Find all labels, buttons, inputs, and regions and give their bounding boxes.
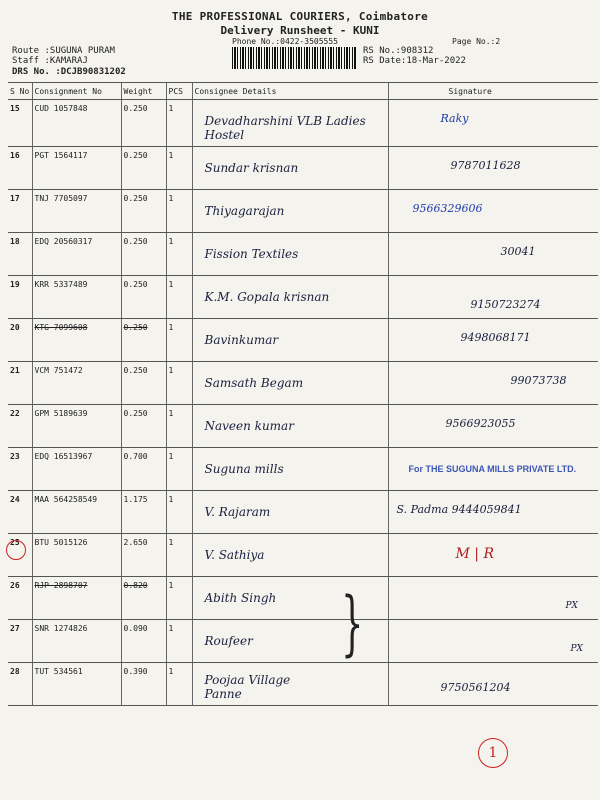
row-pcs: 1 xyxy=(166,491,192,534)
table-row xyxy=(8,405,598,448)
col-pcs: PCS xyxy=(166,83,192,100)
table-row xyxy=(8,276,598,319)
row-pcs: 1 xyxy=(166,577,192,620)
table-row xyxy=(8,319,598,362)
staff-field: Staff :KAMARAJ xyxy=(12,56,88,66)
row-weight: 0.250 xyxy=(121,190,166,233)
row-sno: 20 xyxy=(8,319,32,362)
runsheet-table xyxy=(8,82,598,706)
col-consignment: Consignment No xyxy=(32,83,121,100)
row-signature: M | R xyxy=(455,546,494,562)
company-stamp: For THE SUGUNA MILLS PRIVATE LTD. xyxy=(408,464,577,474)
row-weight: 0.250 xyxy=(121,233,166,276)
table-row xyxy=(8,362,598,405)
row-consignment: PGT 1564117 xyxy=(32,147,121,190)
row-consignee: Abith Singh xyxy=(204,591,277,605)
row-signature: 30041 xyxy=(500,245,536,258)
row-weight: 0.250 xyxy=(121,147,166,190)
row-weight: 2.650 xyxy=(121,534,166,577)
row-pcs: 1 xyxy=(166,147,192,190)
row-signature: S. Padma 9444059841 xyxy=(396,503,522,516)
row-25-circle-mark xyxy=(6,540,26,560)
row-pcs: 1 xyxy=(166,100,192,147)
row-signature: Raky xyxy=(440,112,469,125)
row-sno: 19 xyxy=(8,276,32,319)
row-sno: 18 xyxy=(8,233,32,276)
table-header-row xyxy=(8,83,598,100)
row-signature: 9750561204 xyxy=(440,681,511,694)
row-consignment: CUD 1057848 xyxy=(32,100,121,147)
row-pcs: 1 xyxy=(166,319,192,362)
row-weight: 0.250 xyxy=(121,100,166,147)
table-row xyxy=(8,233,598,276)
row-consignee: Samsath Begam xyxy=(204,376,304,390)
row-sno: 15 xyxy=(8,100,32,147)
table-row xyxy=(8,147,598,190)
report-subtitle: Delivery Runsheet - KUNI xyxy=(220,24,380,37)
row-pcs: 1 xyxy=(166,276,192,319)
row-pcs: 1 xyxy=(166,233,192,276)
route-field: Route :SUGUNA PURAM xyxy=(12,46,115,56)
rs-number: RS No.:908312 xyxy=(363,46,434,56)
table-row xyxy=(8,190,598,233)
table-row xyxy=(8,663,598,706)
row-consignee: Fission Textiles xyxy=(204,247,299,261)
row-consignment: GPM 5189639 xyxy=(32,405,121,448)
row-sno: 22 xyxy=(8,405,32,448)
row-consignee: Bavinkumar xyxy=(204,333,279,347)
row-weight: 0.820 xyxy=(121,577,166,620)
row-consignment: SNR 1274826 xyxy=(32,620,121,663)
row-consignee: Devadharshini VLB Ladies Hostel xyxy=(204,114,366,142)
row-weight: 0.250 xyxy=(121,405,166,448)
rs-date: RS Date:18-Mar-2022 xyxy=(363,56,466,66)
row-pcs: 1 xyxy=(166,663,192,706)
page-number: Page No.:2 xyxy=(452,37,501,46)
report-title: THE PROFESSIONAL COURIERS, Coimbatore xyxy=(171,10,429,23)
col-weight: Weight xyxy=(121,83,166,100)
row-sno: 21 xyxy=(8,362,32,405)
row-sno: 27 xyxy=(8,620,32,663)
row-sno: 28 xyxy=(8,663,32,706)
row-pcs: 1 xyxy=(166,190,192,233)
row-pcs: 1 xyxy=(166,534,192,577)
row-sno: 23 xyxy=(8,448,32,491)
table-row xyxy=(8,448,598,491)
row-consignment: EDQ 16513967 xyxy=(32,448,121,491)
row-signature: PX xyxy=(570,644,583,654)
row-weight: 0.250 xyxy=(121,362,166,405)
row-consignment: RJP 2898707 xyxy=(32,577,121,620)
row-signature: 99073738 xyxy=(510,374,567,387)
row-consignee: V. Sathiya xyxy=(204,548,265,562)
row-pcs: 1 xyxy=(166,448,192,491)
brace-mark: } xyxy=(341,582,364,664)
col-sno: S No xyxy=(8,83,32,100)
row-signature: 9566329606 xyxy=(412,202,483,215)
row-sno: 16 xyxy=(8,147,32,190)
row-pcs: 1 xyxy=(166,362,192,405)
row-pcs: 1 xyxy=(166,405,192,448)
row-consignee: Sundar krisnan xyxy=(204,161,299,175)
col-signature: Signature xyxy=(388,83,598,100)
row-pcs: 1 xyxy=(166,620,192,663)
row-consignment: KTG 7099608 xyxy=(32,319,121,362)
row-weight: 0.090 xyxy=(121,620,166,663)
row-signature: 9566923055 xyxy=(445,417,516,430)
row-consignee: Thiyagarajan xyxy=(204,204,285,218)
row-consignment: KRR 5337489 xyxy=(32,276,121,319)
table-row xyxy=(8,577,598,620)
row-consignment: VCM 751472 xyxy=(32,362,121,405)
barcode-image xyxy=(232,47,357,69)
row-sno: 17 xyxy=(8,190,32,233)
row-weight: 1.175 xyxy=(121,491,166,534)
row-consignment: MAA 564258549 xyxy=(32,491,121,534)
row-weight: 0.390 xyxy=(121,663,166,706)
row-weight: 0.250 xyxy=(121,319,166,362)
row-signature: 9498068171 xyxy=(460,331,531,344)
table-row xyxy=(8,100,598,147)
row-signature: 9150723274 xyxy=(470,298,541,311)
page-mark-circle: 1 xyxy=(478,738,508,768)
row-signature: 9787011628 xyxy=(450,159,521,172)
table-row xyxy=(8,620,598,663)
row-consignee: V. Rajaram xyxy=(204,505,271,519)
row-consignment: TNJ 7705097 xyxy=(32,190,121,233)
phone-number: Phone No.:0422-3505555 xyxy=(232,37,338,46)
row-consignee: K.M. Gopala krisnan xyxy=(204,290,330,304)
row-consignment: BTU 5015126 xyxy=(32,534,121,577)
row-sno: 24 xyxy=(8,491,32,534)
row-consignee: Suguna mills xyxy=(204,462,284,476)
row-sno: 26 xyxy=(8,577,32,620)
table-row xyxy=(8,491,598,534)
row-consignment: TUT 534561 xyxy=(32,663,121,706)
row-weight: 0.700 xyxy=(121,448,166,491)
row-consignee: Poojaa Village Panne xyxy=(204,673,291,701)
row-signature: PX xyxy=(565,601,578,611)
row-sno: 25 xyxy=(8,534,32,577)
row-consignee: Roufeer xyxy=(204,634,253,648)
row-consignment: EDQ 20560317 xyxy=(32,233,121,276)
table-row xyxy=(8,534,598,577)
row-weight: 0.250 xyxy=(121,276,166,319)
col-consignee: Consignee Details xyxy=(192,83,388,100)
row-consignee: Naveen kumar xyxy=(204,419,294,433)
drs-number: DRS No. :DCJB90831202 xyxy=(12,67,126,77)
